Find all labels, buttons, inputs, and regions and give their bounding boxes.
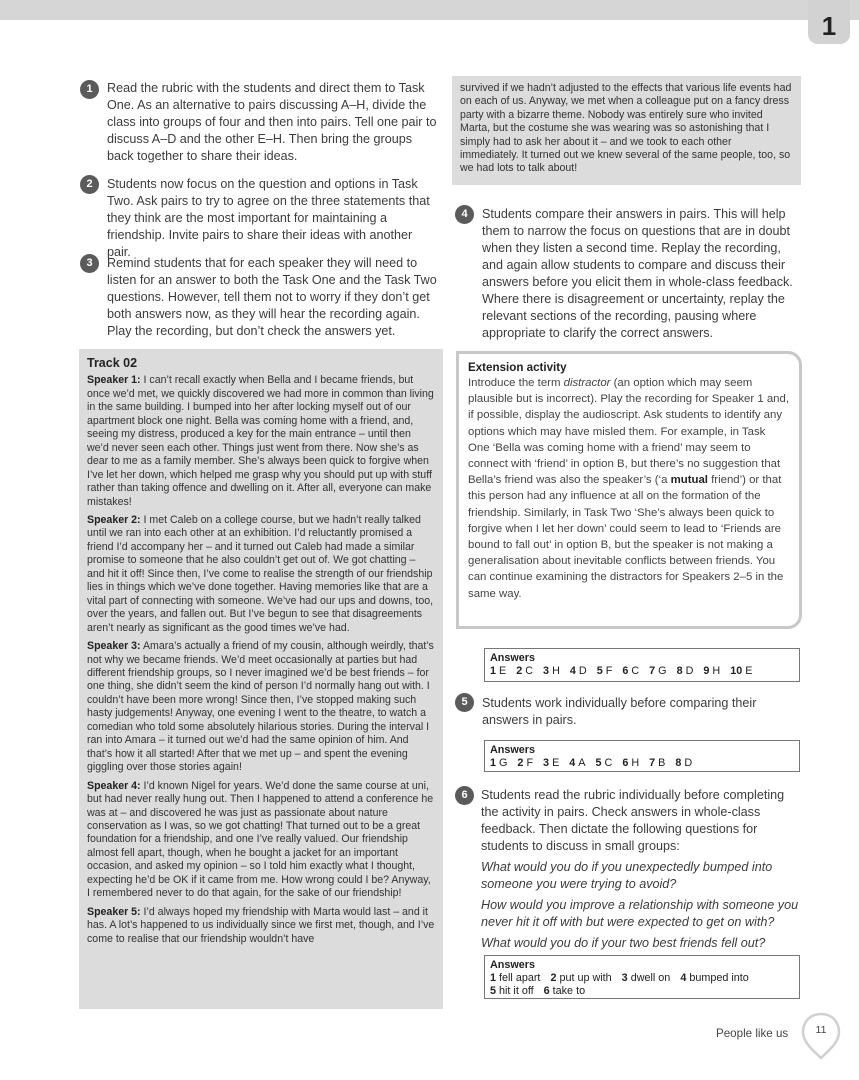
footer-unit-title: People like us	[716, 1027, 789, 1040]
speaker-4: Speaker 4: I’d known Nigel for years. We’d done the same course at uni, but had never really hung out. Then I happened to attend a conference he was at – and discovered he was just as passionate about nature conservation as I was, so we got chatting! That turned out to be a great foundation for a friendship, and one I’ve really valued. Our friendship almost fell apart, though, when he bought a jacket for an important occasion, and asked my opinion – so I told him exactly what I thought, expecting he’d be OK if it came from me. How wrong could I be? Anyway, I remembered never to do that again, for the sake of our friendship!	[87, 779, 434, 900]
speaker-3: Speaker 3: Amara’s actually a friend of my cousin, although weirdly, that’s not why we became friends. We’d meet occasionally at parties but had different friendship groups, so I never imagined we’d be best friends – for one thing, she didn’t seem the kind of person I’d normally hang out with. I couldn’t have been more wrong! Since then, I’ve stopped making such hasty judgements! Anyway, one evening I went to the theatre, to watch a comedian who told some absolutely hilarious stories. During the interval I ran into Amara – it turned out we’d had the same opinion of him. And that’s how it all started! After that we met up – and spent the evening giggling over those stories again!	[87, 640, 434, 774]
step-number-5: 5	[455, 693, 474, 712]
answer-number: 5	[596, 665, 603, 677]
answer-number: 3	[621, 972, 628, 984]
answer-item	[730, 665, 752, 678]
answer-value: G	[499, 757, 508, 769]
answer-value: A	[578, 757, 586, 769]
track-02-audioscript	[79, 349, 443, 1009]
answers-row	[490, 972, 794, 998]
answer-item	[490, 757, 507, 770]
answer-item	[517, 757, 533, 770]
step-2-text: Students now focus on the question and options in Task Two. Ask pairs to try to agree on the three statements that they think are the most important for maintaining a friendship. Invite pairs to share their ideas with another pair.	[107, 177, 430, 259]
answer-number: 8	[676, 665, 683, 677]
answer-item	[597, 665, 613, 678]
answer-number: 6	[543, 985, 550, 997]
step-1-text: Read the rubric with the students and direct them to Task One. As an alternative to pairs discussing A–H, divide the class into groups of four and then into pairs. Tell one pair to discuss A–D and the other E–H. Then bring the groups back together to share their ideas.	[107, 81, 437, 163]
answer-value: D	[578, 665, 587, 677]
answers-row	[490, 665, 794, 678]
answer-item	[490, 972, 540, 985]
answer-item	[622, 757, 639, 770]
answer-number: 5	[595, 757, 602, 769]
answer-number: 1	[490, 757, 497, 769]
answer-value: F	[526, 757, 534, 769]
step-number-3: 3	[80, 254, 99, 273]
page-number: 11	[815, 1024, 827, 1036]
track-02-continued: survived if we hadn’t adjusted to the effects that various life events had on each of us. Anyway, we met when a colleague put on a fancy dress party with a bizarre theme. Nobody was entirely sure who invited Marta, but the costume she was wearing was so astonishing that I simply had to ask her about it – and we took to each other immediately. It turned out we knew several of the same people, too, so we had lots to talk about!	[452, 76, 801, 185]
discussion-question-1: What would you do if you unexpectedly bumped into someone you were trying to avoid?	[481, 860, 773, 891]
extension-activity-box	[456, 351, 802, 629]
answer-number: 6	[622, 757, 629, 769]
answer-value: B	[658, 757, 666, 769]
answer-number: 10	[730, 665, 743, 677]
answers-title: Answers	[490, 652, 536, 664]
answer-number: 7	[649, 665, 656, 677]
step-number-2: 2	[80, 175, 99, 194]
answer-number: 3	[543, 665, 550, 677]
answer-number: 2	[550, 972, 557, 984]
track-title: Track 02	[87, 356, 138, 370]
answer-number: 4	[569, 757, 576, 769]
answer-value: C	[604, 757, 613, 769]
answer-item	[649, 757, 665, 770]
answer-item	[680, 972, 748, 985]
answer-number: 9	[703, 665, 710, 677]
page-number-badge	[801, 1012, 841, 1060]
answers-box-step6	[484, 955, 800, 999]
answer-value: H	[631, 757, 640, 769]
answer-item	[543, 665, 560, 678]
step-5-text: Students work individually before comparing their answers in pairs.	[482, 696, 757, 727]
speaker-5: Speaker 5: I’d always hoped my friendship with Marta would last – and it has. A lot’s happened to us individually since we first met, though, and I’ve come to realise that our friendship wouldn’t have	[87, 905, 435, 945]
answer-value: dwell on	[630, 972, 671, 984]
answer-value: E	[745, 665, 753, 677]
speaker-1: Speaker 1: I can’t recall exactly when Bella and I became friends, but once we’d met, we quickly discovered we had more in common than living in the same building. I bumped into her after locking myself out of our apartment block one night. Bella was coming home with a friend, and, seeing my distress, produced a key for the main entrance – until then we’d never seen each other. Things just went from there. Now she’s as dear to me as a family member. She’s always been quick to forgive when I’ve let her down, which helped me grasp why you should put up with stuff rather than taking offence and dwelling on it. After all, everyone can make mistakes!	[87, 374, 434, 508]
answer-item	[550, 972, 611, 985]
answer-value: D	[685, 665, 694, 677]
answer-value: bumped into	[689, 972, 749, 984]
answer-item	[570, 665, 587, 678]
answer-number: 1	[490, 665, 497, 677]
answer-item	[569, 757, 585, 770]
answer-value: put up with	[559, 972, 612, 984]
answer-item	[622, 972, 671, 985]
answer-number: 8	[675, 757, 682, 769]
location-pin-icon	[801, 1012, 841, 1060]
step-number-4: 4	[455, 205, 474, 224]
answers-box-step5	[484, 740, 800, 772]
answer-number: 2	[516, 665, 523, 677]
answer-value: fell apart	[499, 972, 541, 984]
step-6-text: Students read the rubric individually before completing the activity in pairs. Check answers in whole-class feedback. Then dictate the following questions for students to discuss in small groups: What would you do if you unexpectedly bumped into someone you were trying to avoid? How would you improve a relationship with someone you never hit it off with but were expected to get on with? What would you do if your two best friends fell out?	[481, 788, 799, 950]
answer-number: 7	[649, 757, 656, 769]
answer-item	[595, 757, 612, 770]
answer-value: take to	[552, 985, 586, 997]
answer-number: 2	[517, 757, 524, 769]
answer-value: H	[712, 665, 721, 677]
extension-text: Introduce the term distractor (an option which may seem plausible but is incorrect). Play the recording for Speaker 1 and, if possible, display the audioscript. Ask students to identify any options which may have misled them. For example, in Task One ‘Bella was coming home with a friend’ may seem to connect with ‘friend’ in option B, but there’s no suggestion that Bella’s friend was also the speaker’s (‘a mutual friend’) or that this person had any influence at all on the formation of the friendship. Similarly, in Task Two ‘She’s always been quick to forgive when I let her down’ could seem to lead to ‘Friends are bound to fall out’ in option B, but the speaker is not making a generalisation about inevitable conflicts between friends. You can continue examining the distractors for Speakers 2–5 in the same way.	[468, 377, 790, 600]
top-bar	[0, 0, 859, 20]
step-number-6: 6	[455, 786, 474, 805]
answer-number: 4	[680, 972, 687, 984]
answer-value: F	[605, 665, 613, 677]
answer-item	[675, 757, 692, 770]
answer-item	[543, 757, 559, 770]
answer-item	[490, 665, 506, 678]
answers-title: Answers	[490, 744, 536, 756]
unit-number-tab: 1	[808, 0, 850, 44]
answer-number: 6	[622, 665, 629, 677]
answers-title: Answers	[490, 959, 536, 971]
step-4-text: Students compare their answers in pairs. This will help them to narrow the focus on questions that are in doubt when they listen a second time. Replay the recording, and again allow students to compare and discuss their answers before you elicit them in whole-class feedback. Where there is disagreement or uncertainty, replay the relevant sections of the recording, pausing where appropriate to clarify the correct answers.	[482, 207, 793, 340]
answer-value: H	[552, 665, 560, 677]
answer-value: C	[631, 665, 640, 677]
answer-item	[703, 665, 720, 678]
answers-row	[490, 757, 794, 770]
answer-value: D	[684, 757, 693, 769]
step-3-text: Remind students that for each speaker they will need to listen for an answer to both the Task One and the Task Two questions. However, tell them not to worry if they don’t get both answers now, as they will hear the recording again. Play the recording, but don’t check the answers yet.	[107, 256, 437, 338]
step-number-1: 1	[80, 80, 99, 99]
answer-item	[516, 665, 533, 678]
extension-title: Extension activity	[468, 361, 567, 374]
answer-number: 5	[490, 985, 497, 997]
answer-value: E	[552, 757, 560, 769]
answers-box-task1-2	[484, 648, 800, 682]
answer-value: G	[658, 665, 667, 677]
answer-number: 4	[569, 665, 576, 677]
discussion-question-2: How would you improve a relationship with someone you never hit it off with but were expected to get on with?	[481, 898, 799, 929]
answer-item	[490, 985, 534, 998]
answer-number: 1	[490, 972, 497, 984]
answer-value: C	[525, 665, 534, 677]
answer-value: hit it off	[499, 985, 534, 997]
answer-item	[544, 985, 585, 998]
answer-item	[622, 665, 639, 678]
discussion-question-3: What would you do if your two best friends fell out?	[481, 936, 766, 950]
answer-item	[649, 665, 666, 678]
speaker-2: Speaker 2: I met Caleb on a college course, but we hadn’t really talked until we ran into each other at an exhibition. I’d reluctantly promised a friend I’d accompany her – and it turned out Caleb had made a similar promise to someone that he also couldn’t get out of. We got chatting – and hit it off! Since then, I’ve come to realise the strength of our friendship lies in things which we’ve done together. Having memories like that are a vital part of connecting with someone. We’ve had our ups and downs, too, over the years, and fallen out. But I’ve begun to see that disagreements aren’t nearly as significant as the good times we’ve had.	[87, 513, 434, 634]
answer-item	[677, 665, 694, 678]
answer-number: 3	[543, 757, 550, 769]
answer-value: E	[499, 665, 507, 677]
